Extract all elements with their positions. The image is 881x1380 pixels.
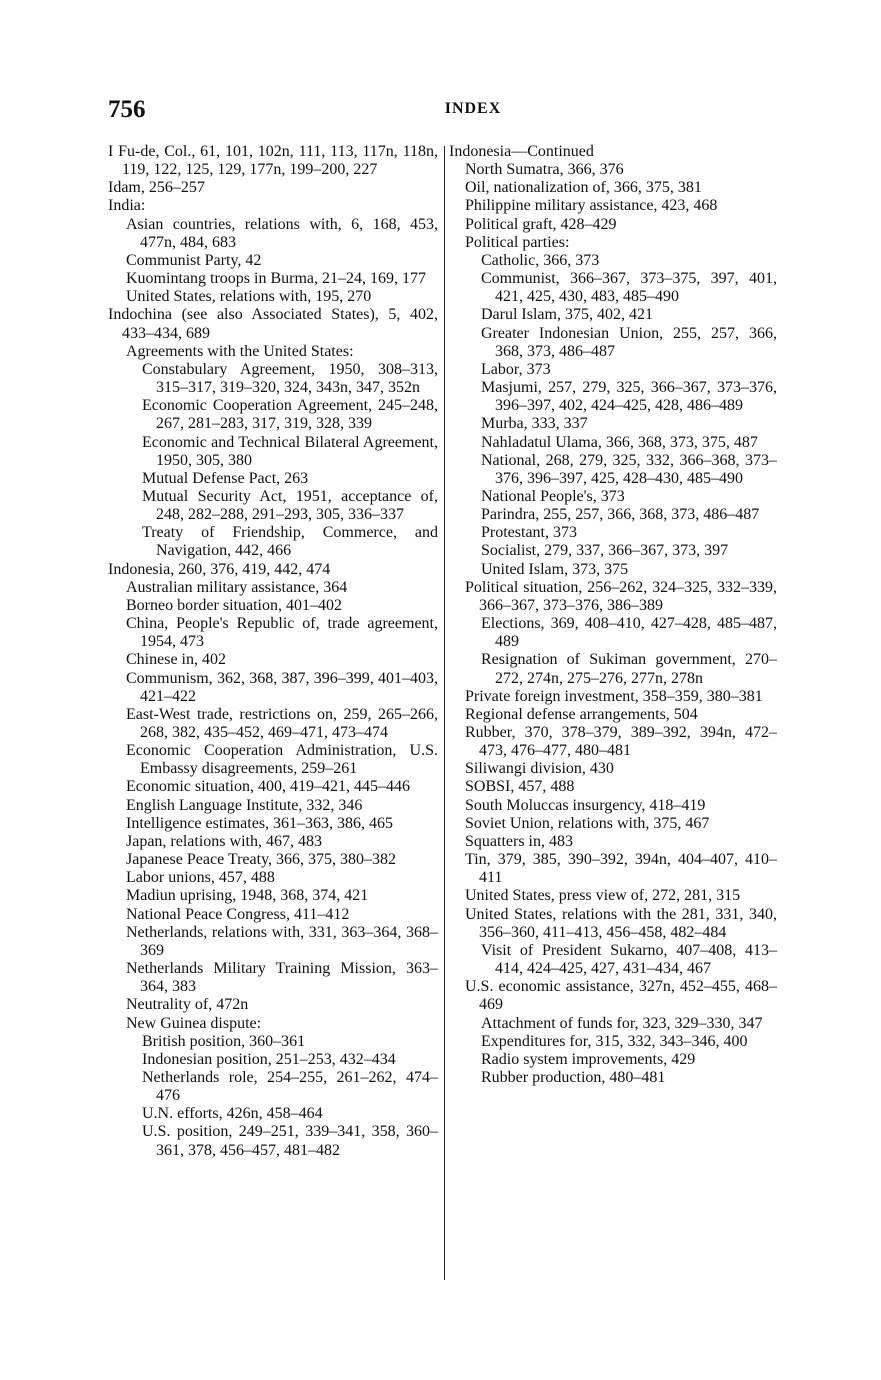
index-entry: Elections, 369, 408–410, 427–428, 485–487, 489 [481,615,777,651]
index-entry: Economic Cooperation Agreement, 245–248, 267, 281–283, 317, 319, 328, 339 [142,397,438,433]
index-entry: English Language Institute, 332, 346 [126,796,363,814]
page-header [108,96,838,126]
index-entry: Tin, 379, 385, 390–392, 394n, 404–407, 410–411 [465,851,777,887]
index-column-left [108,143,438,1160]
index-entry: China, People's Republic of, trade agreement, 1954, 473 [126,615,438,651]
index-entry: Oil, nationalization of, 366, 375, 381 [465,179,702,197]
index-entry: Labor unions, 457, 488 [126,869,275,887]
index-entry: Radio system improvements, 429 [481,1050,696,1068]
index-entry: Socialist, 279, 337, 366–367, 373, 397 [481,542,729,560]
index-entry: Visit of President Sukarno, 407–408, 413–414, 424–425, 427, 431–434, 467 [481,941,777,978]
index-entry: Australian military assistance, 364 [126,578,348,596]
index-entry: Netherlands role, 254–255, 261–262, 474–476 [142,1068,438,1105]
index-entry: Philippine military assistance, 423, 468 [465,197,718,215]
index-entry: United States, relations with the 281, 331, 340, 356–360, 411–413, 456–458, 482–484 [465,905,777,941]
index-entry: Japan, relations with, 467, 483 [126,832,322,850]
index-entry: U.S. position, 249–251, 339–341, 358, 360–361, 378, 456–457, 481–482 [142,1123,438,1159]
index-entry: Labor, 373 [481,360,551,378]
index-entry: Constabulary Agreement, 1950, 308–313, 315–317, 319–320, 324, 343n, 347, 352n [142,360,438,397]
index-entry: Siliwangi division, 430 [465,760,614,778]
index-entry: Resignation of Sukiman government, 270–272, 274n, 275–276, 277n, 278n [481,651,777,687]
index-entry: National, 268, 279, 325, 332, 366–368, 373–376, 396–397, 425, 428–430, 485–490 [481,451,777,487]
index-entry: United States, relations with, 195, 270 [126,288,372,306]
index-entry: Mutual Security Act, 1951, acceptance of, 248, 282–288, 291–293, 305, 336–337 [142,487,438,524]
index-entry: Attachment of funds for, 323, 329–330, 347 [481,1014,763,1032]
index-entry: Greater Indonesian Union, 255, 257, 366, 368, 373, 486–487 [481,324,777,360]
index-entry: Indonesia—Continued [449,143,594,160]
index-entry: India: [108,197,146,215]
index-entry: Asian countries, relations with, 6, 168, 453, 477n, 484, 683 [126,215,438,251]
index-entry: Protestant, 373 [481,524,577,542]
index-entry: South Moluccas insurgency, 418–419 [465,796,706,814]
index-entry: Expenditures for, 315, 332, 343–346, 400 [481,1032,748,1050]
index-entry: Parindra, 255, 257, 366, 368, 373, 486–487 [481,506,760,524]
index-entry: Treaty of Friendship, Commerce, and Navigation, 442, 466 [142,524,438,560]
index-entry: Soviet Union, relations with, 375, 467 [465,814,710,832]
index-entry: National People's, 373 [481,487,625,505]
index-entry: Communism, 362, 368, 387, 396–399, 401–403, 421–422 [126,669,438,705]
index-entry: Borneo border situation, 401–402 [126,596,342,614]
index-entry: Netherlands Military Training Mission, 363–364, 383 [126,960,438,996]
index-entry: I Fu-de, Col., 61, 101, 102n, 111, 113, 117n, 118n, 119, 122, 125, 129, 177n, 199–200, 227 [108,143,438,179]
index-entry: Murba, 333, 337 [481,415,588,433]
index-entry: Economic and Technical Bilateral Agreement, 1950, 305, 380 [142,433,438,469]
index-entry: Communist Party, 42 [126,251,262,269]
index-entry: Indonesian position, 251–253, 432–434 [142,1050,396,1068]
index-entry: Political graft, 428–429 [465,215,617,233]
index-entry: National Peace Congress, 411–412 [126,905,350,923]
running-head: INDEX [444,100,502,117]
index-entry: Masjumi, 257, 279, 325, 366–367, 373–376, 396–397, 402, 424–425, 428, 486–489 [481,379,777,415]
index-entry: Indochina (see also Associated States), 5, 402, 433–434, 689 [108,306,438,342]
index-entry: Political situation, 256–262, 324–325, 332–339, 366–367, 373–376, 386–389 [465,578,777,614]
index-entry: North Sumatra, 366, 376 [465,161,624,179]
index-entry: U.S. economic assistance, 327n, 452–455, 468–469 [465,978,777,1014]
column-divider [444,146,445,1280]
page-number: 756 [108,96,146,123]
index-entry: Rubber production, 480–481 [481,1068,666,1086]
index-entry: Private foreign investment, 358–359, 380–381 [465,687,763,705]
index-entry: Idam, 256–257 [108,179,205,197]
index-entry: United Islam, 373, 375 [481,560,629,578]
index-column-right [449,143,777,1087]
index-entry: Nahladatul Ulama, 366, 368, 373, 375, 487 [481,433,758,451]
index-entry: Economic situation, 400, 419–421, 445–446 [126,778,410,796]
index-entry: Economic Cooperation Administration, U.S. Embassy disagreements, 259–261 [126,742,438,778]
index-entry: Mutual Defense Pact, 263 [142,469,309,487]
index-entry: U.N. efforts, 426n, 458–464 [142,1105,323,1123]
index-entry: Kuomintang troops in Burma, 21–24, 169, 177 [126,270,426,288]
index-entry: Darul Islam, 375, 402, 421 [481,306,653,324]
index-entry: Chinese in, 402 [126,651,226,669]
index-entry: Netherlands, relations with, 331, 363–364, 368–369 [126,923,438,959]
index-entry: Japanese Peace Treaty, 366, 375, 380–382 [126,851,397,869]
index-entry: SOBSI, 457, 488 [465,778,575,796]
index-entry: Rubber, 370, 378–379, 389–392, 394n, 472–473, 476–477, 480–481 [465,724,777,760]
index-entry: New Guinea dispute: [126,1014,262,1032]
index-entry: Agreements with the United States: [126,342,354,360]
index-entry: Political parties: [465,233,570,251]
index-entry: Catholic, 366, 373 [481,251,600,269]
index-entry: Regional defense arrangements, 504 [465,705,698,723]
index-entry: British position, 360–361 [142,1032,306,1050]
index-entry: Indonesia, 260, 376, 419, 442, 474 [108,560,331,578]
index-entry: United States, press view of, 272, 281, 315 [465,887,741,905]
index-entry: Madiun uprising, 1948, 368, 374, 421 [126,887,369,905]
index-entry: Squatters in, 483 [465,832,573,850]
index-entry: East-West trade, restrictions on, 259, 265–266, 268, 382, 435–452, 469–471, 473–474 [126,705,438,741]
index-entry: Communist, 366–367, 373–375, 397, 401, 421, 425, 430, 483, 485–490 [481,270,777,306]
index-entry: Intelligence estimates, 361–363, 386, 465 [126,814,394,832]
index-entry: Neutrality of, 472n [126,996,249,1014]
